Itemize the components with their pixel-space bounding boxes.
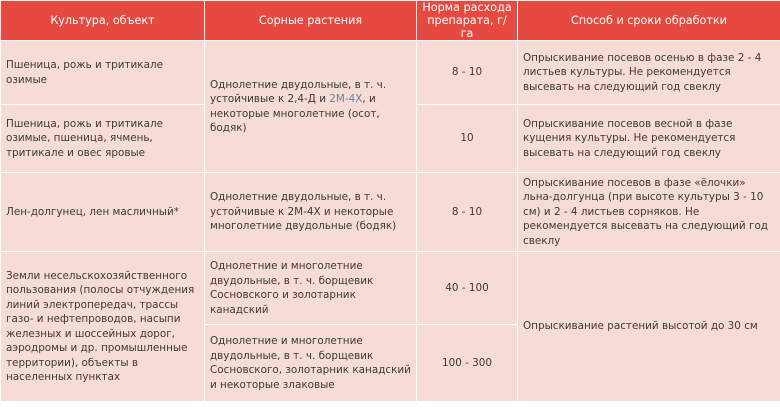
cell-weeds <box>205 41 417 173</box>
header-rate: Норма расхода препарата, г/га <box>417 1 518 41</box>
cell-weeds: Однолетние и многолетние двудольные, в т. ч. борщевик Сосновского, золотарник канадский и некоторые злаковые <box>205 325 417 402</box>
cell-culture: Лен-долгунец, лен масличный* <box>1 173 205 252</box>
cell-method: Опрыскивание посевов весной в фазе кущения культуры. Не рекомендуется высевать на следующий год свеклу <box>518 105 780 173</box>
header-method: Способ и сроки обработки <box>518 1 780 41</box>
cell-method: Опрыскивание растений высотой до 30 см <box>518 252 780 402</box>
cell-rate: 40 - 100 <box>417 252 518 325</box>
cell-method: Опрыскивание посевов осенью в фазе 2 - 4 листьев культуры. Не рекомендуется высевать на следующий год свеклу <box>518 41 780 105</box>
cell-weeds: Однолетние и многолетние двудольные, в т. ч. борщевик Сосновского и золотарник канадский <box>205 252 417 325</box>
cell-rate: 100 - 300 <box>417 325 518 402</box>
table-row <box>1 173 780 252</box>
table-row <box>1 252 780 325</box>
cell-rate: 8 - 10 <box>417 173 518 252</box>
header-row <box>1 1 780 41</box>
cell-rate: 8 - 10 <box>417 41 518 105</box>
weeds-highlight-link[interactable]: 2М-4Х <box>329 93 363 105</box>
weeds-text-part2: , и некоторые многолетние (осот, бодяк) <box>210 93 380 134</box>
weeds-text-part1: Однолетние двудольные, в т. ч. устойчивые к 2,4-Д и <box>210 78 387 105</box>
cell-culture: Земли несельскохозяйственного пользования (полосы отчуждения линий электропередач, трассы газо- и нефтепроводов, насыпи железных и шоссейных дорог, аэродромы и др. промышленные территории), объекты в населенных пунктах <box>1 252 205 402</box>
cell-culture: Пшеница, рожь и тритикале озимые <box>1 41 205 105</box>
cell-culture: Пшеница, рожь и тритикале озимые, пшеница, ячмень, тритикале и овес яровые <box>1 105 205 173</box>
cell-weeds: Однолетние двудольные, в т. ч. устойчивые к 2М-4Х и некоторые многолетние двудольные (бодяк) <box>205 173 417 252</box>
cell-rate: 10 <box>417 105 518 173</box>
header-culture: Культура, объект <box>1 1 205 41</box>
cell-method: Опрыскивание посевов в фазе «ёлочки» льна-долгунца (при высоте культуры 3 - 10 см) и 2 - 4 листьев сорняков. Не рекомендуется высевать на следующий год свеклу <box>518 173 780 252</box>
header-weeds: Сорные растения <box>205 1 417 41</box>
table-row <box>1 41 780 105</box>
